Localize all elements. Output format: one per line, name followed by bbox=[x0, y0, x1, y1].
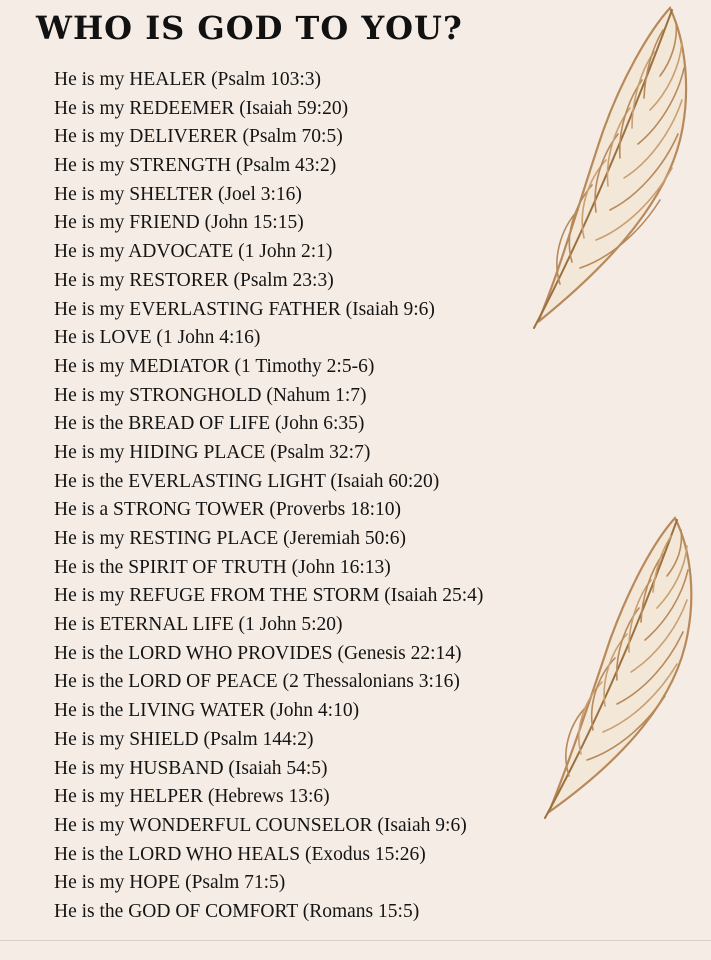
list-item: He is the LIVING WATER (John 4:10) bbox=[54, 700, 360, 722]
list-item: He is my RESTING PLACE (Jeremiah 50:6) bbox=[54, 528, 407, 549]
list-item: He is my HEALER (Psalm 103:3) bbox=[54, 69, 322, 90]
list-item: He is my SHELTER (Joel 3:16) bbox=[54, 183, 302, 205]
list-item: He is my MEDIATOR (1 Timothy 2:5-6) bbox=[54, 355, 375, 377]
list-item: He is the BREAD OF LIFE (John 6:35) bbox=[54, 413, 365, 435]
list-item: He is the LORD WHO PROVIDES (Genesis 22:14) bbox=[54, 642, 462, 664]
list-item: He is the LORD WHO HEALS (Exodus 15:26) bbox=[54, 843, 426, 865]
list-item: He is my WONDERFUL COUNSELOR (Isaiah 9:6) bbox=[54, 814, 467, 836]
list-item: He is ETERNAL LIFE (1 John 5:20) bbox=[54, 614, 343, 636]
feather-icon bbox=[520, 0, 700, 330]
list-item: He is the LORD OF PEACE (2 Thessalonians 3:16) bbox=[54, 671, 460, 693]
list-item: He is my FRIEND (John 15:15) bbox=[54, 212, 304, 234]
list-item: He is my REFUGE FROM THE STORM (Isaiah 25:4) bbox=[54, 585, 484, 607]
list-item: He is my RESTORER (Psalm 23:3) bbox=[54, 269, 334, 291]
list-item: He is the SPIRIT OF TRUTH (John 16:13) bbox=[54, 556, 391, 578]
list-item: He is my SHIELD (Psalm 144:2) bbox=[54, 728, 314, 750]
list-item: He is a STRONG TOWER (Proverbs 18:10) bbox=[54, 499, 402, 521]
list-item: He is my HELPER (Hebrews 13:6) bbox=[54, 786, 330, 808]
list-item: He is my DELIVERER (Psalm 70:5) bbox=[54, 126, 343, 148]
list-item: He is the EVERLASTING LIGHT (Isaiah 60:20) bbox=[54, 470, 440, 492]
list-item: He is my STRENGTH (Psalm 43:2) bbox=[54, 155, 337, 177]
list-item: He is my EVERLASTING FATHER (Isaiah 9:6) bbox=[54, 298, 435, 320]
page-title: WHO IS GOD TO YOU? bbox=[36, 9, 463, 47]
list-item: He is my HUSBAND (Isaiah 54:5) bbox=[54, 757, 328, 779]
list-item: He is the GOD OF COMFORT (Romans 15:5) bbox=[54, 900, 420, 922]
list-item: He is LOVE (1 John 4:16) bbox=[54, 327, 261, 349]
list-item: He is my ADVOCATE (1 John 2:1) bbox=[54, 241, 333, 263]
names-of-god-list bbox=[54, 66, 483, 927]
list-item: He is my STRONGHOLD (Nahum 1:7) bbox=[54, 384, 367, 406]
list-item: He is my HIDING PLACE (Psalm 32:7) bbox=[54, 441, 371, 463]
bottom-divider bbox=[0, 940, 711, 941]
feather-icon bbox=[535, 510, 705, 820]
list-item: He is my HOPE (Psalm 71:5) bbox=[54, 872, 286, 894]
list-item: He is my REDEEMER (Isaiah 59:20) bbox=[54, 97, 349, 119]
